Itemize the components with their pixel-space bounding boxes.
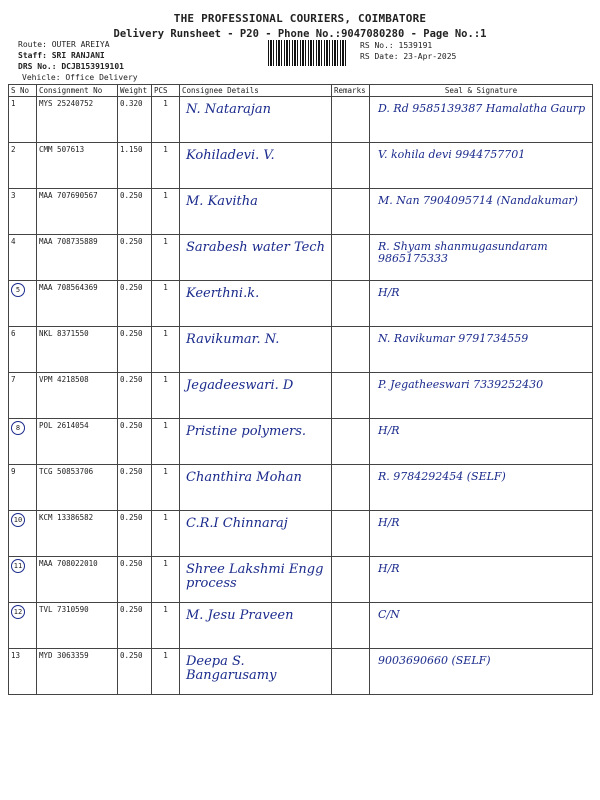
cell-consignee	[180, 327, 332, 373]
cell-remarks	[332, 327, 370, 373]
cell-weight	[118, 281, 152, 327]
cell-consignment-no	[37, 281, 118, 327]
col-signature: Seal & Signature	[370, 85, 593, 97]
cell-pcs	[152, 143, 180, 189]
cell-consignee-text: Sarabesh water Tech	[186, 240, 325, 255]
cell-sno-text: 7	[11, 375, 16, 384]
cell-weight-text: 0.250	[120, 421, 143, 430]
col-remarks: Remarks	[332, 85, 370, 97]
cell-pcs-text: 1	[163, 651, 168, 660]
cell-remarks	[332, 373, 370, 419]
cell-signature	[370, 465, 593, 511]
cell-pcs	[152, 189, 180, 235]
cell-consignee-text: Keerthni.k.	[186, 286, 260, 301]
cell-weight-text: 0.250	[120, 651, 143, 660]
cell-signature-text: P. Jegatheeswari 7339252430	[378, 378, 544, 391]
cell-weight-text: 0.250	[120, 191, 143, 200]
cell-sno	[9, 281, 37, 327]
cell-signature	[370, 97, 593, 143]
table-row	[9, 649, 593, 695]
cell-sno-text: 10	[11, 513, 25, 527]
cell-pcs	[152, 327, 180, 373]
cell-consignee	[180, 465, 332, 511]
cell-pcs-text: 1	[163, 605, 168, 614]
rs-date-label: RS Date: 23-Apr-2025	[360, 52, 457, 61]
table-row	[9, 327, 593, 373]
table-header-row	[9, 85, 593, 97]
cell-remarks	[332, 511, 370, 557]
cell-consignee-text: Ravikumar. N.	[186, 332, 280, 347]
cell-signature-text: 9003690660 (SELF)	[378, 654, 491, 667]
cell-pcs	[152, 649, 180, 695]
cell-sno	[9, 143, 37, 189]
cell-consignment-no	[37, 603, 118, 649]
cell-weight	[118, 97, 152, 143]
cell-signature-text: D. Rd 9585139387 Hamalatha Gaurp	[378, 102, 586, 115]
col-consignee: Consignee Details	[180, 85, 332, 97]
cell-pcs-text: 1	[163, 191, 168, 200]
table-row	[9, 419, 593, 465]
cell-pcs	[152, 97, 180, 143]
cell-consignment-no-text: MAA 707690567	[39, 191, 98, 200]
cell-signature	[370, 235, 593, 281]
cell-consignee	[180, 373, 332, 419]
cell-weight-text: 0.250	[120, 375, 143, 384]
cell-weight-text: 0.250	[120, 237, 143, 246]
cell-signature	[370, 419, 593, 465]
cell-consignee-text: M. Jesu Praveen	[186, 608, 294, 623]
table-row	[9, 603, 593, 649]
cell-signature-text: H/R	[378, 424, 400, 437]
cell-sno	[9, 97, 37, 143]
cell-weight	[118, 235, 152, 281]
cell-sno	[9, 327, 37, 373]
cell-sno	[9, 511, 37, 557]
cell-signature-text: N. Ravikumar 9791734559	[378, 332, 529, 345]
cell-signature	[370, 557, 593, 603]
cell-remarks	[332, 281, 370, 327]
cell-sno	[9, 557, 37, 603]
cell-remarks	[332, 97, 370, 143]
cell-consignment-no-text: MYS 25240752	[39, 99, 94, 108]
table-row	[9, 511, 593, 557]
cell-consignment-no	[37, 97, 118, 143]
cell-consignee	[180, 419, 332, 465]
cell-sno-text: 4	[11, 237, 16, 246]
barcode	[268, 40, 348, 66]
rs-no-label: RS No.: 1539191	[360, 41, 433, 50]
cell-signature	[370, 373, 593, 419]
cell-pcs	[152, 281, 180, 327]
cell-pcs	[152, 465, 180, 511]
cell-sno-text: 1	[11, 99, 16, 108]
cell-weight-text: 0.250	[120, 559, 143, 568]
cell-consignment-no-text: MYD 3063359	[39, 651, 89, 660]
table-row	[9, 143, 593, 189]
cell-weight-text: 1.150	[120, 145, 143, 154]
table-row	[9, 189, 593, 235]
cell-consignee-text: Kohiladevi. V.	[186, 148, 275, 163]
cell-consignee	[180, 143, 332, 189]
cell-consignee	[180, 281, 332, 327]
cell-pcs-text: 1	[163, 375, 168, 384]
cell-consignment-no-text: CMM 507613	[39, 145, 85, 154]
cell-pcs-text: 1	[163, 421, 168, 430]
table-row	[9, 235, 593, 281]
cell-remarks	[332, 235, 370, 281]
cell-consignment-no-text: NKL 8371550	[39, 329, 89, 338]
cell-remarks	[332, 419, 370, 465]
cell-signature	[370, 511, 593, 557]
cell-remarks	[332, 189, 370, 235]
cell-signature-text: V. kohila devi 9944757701	[378, 148, 526, 161]
cell-consignee-text: Deepa S. Bangarusamy	[186, 654, 277, 683]
cell-consignment-no	[37, 465, 118, 511]
table-row	[9, 373, 593, 419]
cell-weight	[118, 511, 152, 557]
vehicle-label: Vehicle: Office Delivery	[22, 73, 138, 82]
cell-consignment-no-text: VPM 4218508	[39, 375, 89, 384]
table-row	[9, 557, 593, 603]
cell-consignment-no	[37, 557, 118, 603]
cell-consignee-text: M. Kavitha	[186, 194, 258, 209]
table-row	[9, 281, 593, 327]
cell-consignee	[180, 235, 332, 281]
cell-pcs	[152, 511, 180, 557]
cell-consignment-no	[37, 143, 118, 189]
cell-consignee	[180, 97, 332, 143]
cell-pcs-text: 1	[163, 329, 168, 338]
page-title: THE PROFESSIONAL COURIERS, COIMBATORE	[173, 12, 427, 25]
cell-remarks	[332, 649, 370, 695]
cell-sno-text: 5	[11, 283, 25, 297]
cell-sno-text: 13	[11, 651, 21, 660]
cell-sno-text: 12	[11, 605, 25, 619]
cell-pcs	[152, 557, 180, 603]
drs-label: DRS No.: DCJB153919101	[18, 62, 124, 71]
cell-signature-text: C/N	[378, 608, 400, 621]
cell-signature-text: M. Nan 7904095714 (Nandakumar)	[378, 194, 578, 207]
cell-weight	[118, 373, 152, 419]
cell-consignee	[180, 189, 332, 235]
cell-signature	[370, 603, 593, 649]
cell-consignment-no	[37, 419, 118, 465]
cell-pcs	[152, 373, 180, 419]
cell-remarks	[332, 603, 370, 649]
cell-signature-text: R. 9784292454 (SELF)	[378, 470, 506, 483]
cell-weight	[118, 603, 152, 649]
cell-weight-text: 0.320	[120, 99, 143, 108]
cell-consignment-no-text: TVL 7310590	[39, 605, 89, 614]
table-row	[9, 97, 593, 143]
cell-consignment-no	[37, 373, 118, 419]
cell-consignee	[180, 603, 332, 649]
cell-pcs-text: 1	[163, 467, 168, 476]
cell-sno	[9, 649, 37, 695]
cell-consignee-text: N. Natarajan	[186, 102, 272, 117]
cell-weight-text: 0.250	[120, 329, 143, 338]
cell-weight-text: 0.250	[120, 513, 143, 522]
cell-consignee	[180, 511, 332, 557]
cell-consignment-no-text: KCM 13386582	[39, 513, 94, 522]
col-pcs: PCS	[152, 85, 180, 97]
cell-weight	[118, 189, 152, 235]
cell-consignment-no-text: TCG 50853706	[39, 467, 94, 476]
cell-pcs-text: 1	[163, 145, 168, 154]
cell-sno	[9, 603, 37, 649]
cell-signature-text: H/R	[378, 516, 400, 529]
cell-sno	[9, 189, 37, 235]
cell-signature	[370, 327, 593, 373]
cell-consignee	[180, 649, 332, 695]
cell-sno-text: 3	[11, 191, 16, 200]
staff-label: Staff: SRI RANJANI	[18, 51, 105, 60]
cell-consignment-no-text: MAA 708022010	[39, 559, 98, 568]
cell-sno-text: 8	[11, 421, 25, 435]
cell-consignment-no	[37, 189, 118, 235]
cell-remarks	[332, 465, 370, 511]
cell-consignee-text: Chanthira Mohan	[186, 470, 302, 485]
cell-remarks	[332, 143, 370, 189]
table-row	[9, 465, 593, 511]
cell-pcs-text: 1	[163, 237, 168, 246]
cell-remarks	[332, 557, 370, 603]
cell-signature	[370, 649, 593, 695]
cell-pcs	[152, 419, 180, 465]
cell-weight	[118, 649, 152, 695]
col-consignment: Consignment No	[37, 85, 118, 97]
cell-consignee-text: Shree Lakshmi Engg process	[186, 562, 324, 591]
cell-consignment-no	[37, 327, 118, 373]
cell-signature	[370, 143, 593, 189]
cell-pcs-text: 1	[163, 99, 168, 108]
cell-pcs-text: 1	[163, 283, 168, 292]
runsheet-table	[8, 84, 593, 695]
cell-weight-text: 0.250	[120, 467, 143, 476]
cell-weight	[118, 143, 152, 189]
page-subtitle: Delivery Runsheet - P20 - Phone No.:9047080280 - Page No.:1	[113, 28, 487, 40]
cell-signature-text: R. Shyam shanmugasundaram 9865175333	[378, 240, 548, 265]
cell-signature	[370, 189, 593, 235]
cell-weight	[118, 327, 152, 373]
cell-pcs	[152, 603, 180, 649]
cell-sno-text: 11	[11, 559, 25, 573]
cell-sno	[9, 373, 37, 419]
cell-sno-text: 9	[11, 467, 16, 476]
cell-consignment-no-text: MAA 708564369	[39, 283, 98, 292]
col-weight: Weight	[118, 85, 152, 97]
cell-sno	[9, 235, 37, 281]
cell-weight	[118, 465, 152, 511]
cell-consignment-no	[37, 649, 118, 695]
cell-consignee-text: C.R.I Chinnaraj	[186, 516, 288, 531]
cell-signature	[370, 281, 593, 327]
cell-pcs-text: 1	[163, 513, 168, 522]
cell-weight	[118, 557, 152, 603]
cell-consignment-no	[37, 511, 118, 557]
cell-consignment-no-text: MAA 708735889	[39, 237, 98, 246]
col-sno: S No	[9, 85, 37, 97]
cell-weight-text: 0.250	[120, 605, 143, 614]
route-label: Route: OUTER AREIYA	[18, 40, 110, 49]
cell-sno	[9, 419, 37, 465]
cell-consignment-no	[37, 235, 118, 281]
cell-pcs	[152, 235, 180, 281]
cell-signature-text: H/R	[378, 562, 400, 575]
cell-pcs-text: 1	[163, 559, 168, 568]
cell-sno-text: 6	[11, 329, 16, 338]
cell-consignee-text: Jegadeeswari. D	[186, 378, 294, 393]
cell-weight-text: 0.250	[120, 283, 143, 292]
cell-signature-text: H/R	[378, 286, 400, 299]
cell-consignment-no-text: POL 2614054	[39, 421, 89, 430]
cell-consignee-text: Pristine polymers.	[186, 424, 307, 439]
cell-weight	[118, 419, 152, 465]
cell-sno	[9, 465, 37, 511]
cell-consignee	[180, 557, 332, 603]
cell-sno-text: 2	[11, 145, 16, 154]
